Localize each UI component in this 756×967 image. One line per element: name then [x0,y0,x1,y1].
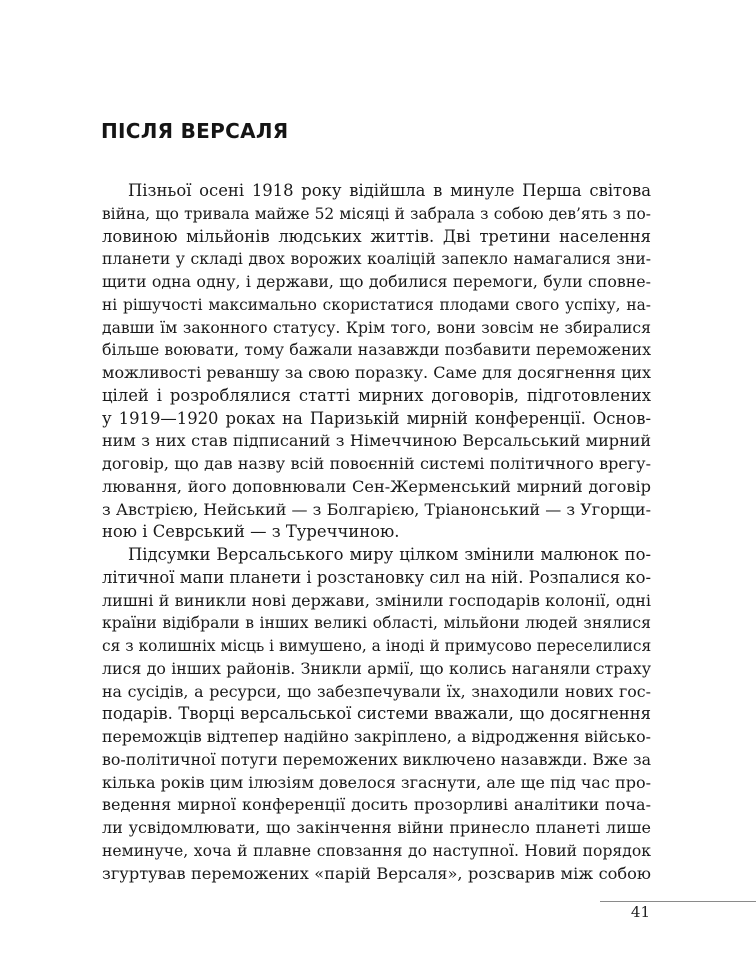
text-line: з Австрією, Нейський — з Болгарією, Тріанонський — з Угорщи- [102,499,651,519]
text-line: кілька років цим ілюзіям довелося згаснути, але ще під час про- [102,772,651,792]
chapter-body [102,180,651,885]
text-line: літичної мапи планети і розстановку сил на ній. Розпалися ко- [102,567,651,587]
text-line: згуртував переможених «парій Версаля», розсварив між собою [102,863,651,883]
paragraph-2 [102,544,651,885]
text-line: ною і Севрський — з Туреччиною. [102,522,400,542]
page-number: 41 [630,903,650,921]
text-line: країни відібрали в інших великі області, мільйони людей знялися [102,614,651,633]
text-line: цілей і розроблялися статті мирних договорів, підготовлених [102,385,651,405]
text-line: лювання, його доповнювали Сен-Жерменський мирний договір [102,476,651,496]
text-line: ся з колишніх місць і вимушено, а іноді й примусово переселилися [102,637,652,655]
text-line: ведення мирної конференції досить прозорливі аналітики поча- [102,795,651,815]
text-line: ні рішучості максимально скористатися плодами свого успіху, на- [102,295,651,314]
text-line: лишні й виникли нові держави, змінили господарів колонії, одні [102,590,651,610]
text-line: ловиною мільйонів людських життів. Дві третини населення [102,226,651,246]
text-line: щити одна одну, і держави, що добилися перемоги, були сповне- [102,272,651,291]
text-line: переможців відтепер надійно закріплено, а відродження військо- [102,727,651,746]
text-line: лися до інших районів. Зникли армії, що колись наганяли страху [102,658,651,678]
paragraph-1 [102,180,651,544]
text-line: неминуче, хоча й плавне сповзання до наступної. Новий порядок [102,841,651,860]
text-line: Пізньої осені 1918 року відійшла в минуле Перша світова [128,181,651,200]
footer-rule [600,901,756,902]
text-line: можливості реваншу за свою поразку. Саме для досягнення цих [102,363,651,382]
text-line: війна, що тривала майже 52 місяці й забрала з собою дев’ять з по- [102,204,651,223]
text-line: давши їм законного статусу. Крім того, вони зовсім не збиралися [102,318,651,337]
text-line: подарів. Творці версальської системи вважали, що досягнення [102,704,651,724]
text-line: во-політичної потуги переможених виключено назавжди. Вже за [102,749,651,769]
text-line: ним з них став підписаний з Німеччиною Версальський мирний [102,431,651,451]
text-line: ли усвідомлювати, що закінчення війни принесло планеті лише [102,818,651,837]
chapter-heading: ПІСЛЯ ВЕРСАЛЯ [101,119,289,143]
text-line: на сусідів, а ресурси, що забезпечували їх, знаходили нових гос- [102,681,651,701]
text-line: більше воювати, тому бажали назавжди позбавити переможених [102,340,651,360]
text-line: у 1919—1920 роках на Паризькій мирній конференції. Основ- [102,408,651,428]
text-line: планети у складі двох ворожих коаліцій запекло намагалися зни- [102,250,651,269]
text-line: Підсумки Версальського миру цілком змінили малюнок по- [128,545,651,564]
text-line: договір, що дав назву всій повоєнній системі політичного врегу- [102,454,651,473]
